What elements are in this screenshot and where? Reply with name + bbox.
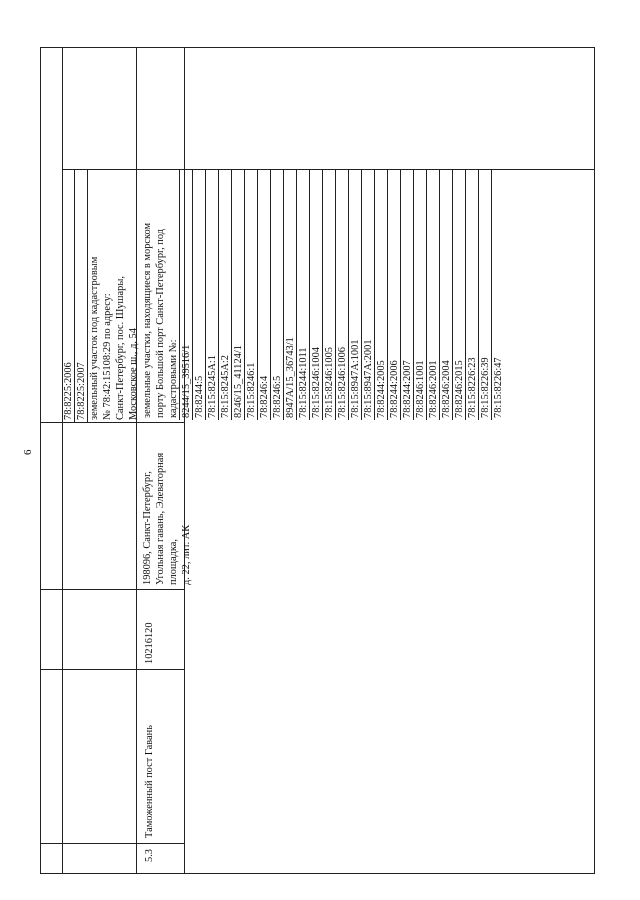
top-code-1: 78:8225:2006 (62, 169, 75, 422)
row-parcels-block (141, 170, 505, 420)
row-address (141, 425, 193, 585)
parcel-18: 78:8244:2007 (401, 170, 414, 420)
parcel-23: 78:15:8226:23 (466, 170, 479, 420)
parcel-5: 8246/15_41124/1 (232, 170, 245, 420)
parcel-13: 78:15:8246:1006 (336, 170, 349, 420)
parcel-12: 78:15:8246:1005 (323, 170, 336, 420)
parcel-14: 78:15:8947A:1001 (349, 170, 362, 420)
parcel-10: 78:15:8244:1011 (297, 170, 310, 420)
top-address-line-4: Московское ш., д. 54 (128, 328, 139, 420)
parcel-11: 78:15:8246:1004 (310, 170, 323, 420)
parcel-2: 78:8244:5 (193, 170, 206, 420)
area-intro-line-2: порту Большой порт Санкт-Петербург, под (155, 228, 166, 418)
top-code-2: 78:8225:2007 (75, 169, 88, 422)
parcel-24: 78:15:8226:39 (479, 170, 492, 420)
row-address-line-4: д. 22, лит. АК (181, 524, 192, 585)
parcel-19: 78:8246:1001 (414, 170, 427, 420)
parcel-9: 8947A/15_36743/1 (284, 170, 297, 420)
row-code: 10216120 (144, 622, 155, 664)
row-name: Таможенный пост Гавань (144, 725, 155, 838)
area-intro-line-1: земельные участки, находящиеся в морском (142, 222, 153, 418)
parcel-20: 78:8246:2001 (427, 170, 440, 420)
top-row-codes (62, 169, 140, 422)
parcel-3: 78:15:8245A:1 (206, 170, 219, 420)
parcel-15: 78:15:8947A:2001 (362, 170, 375, 420)
row-address-line-3: площадка, (168, 539, 179, 585)
parcel-7: 78:8246:4 (258, 170, 271, 420)
parcel-17: 78:8244:2006 (388, 170, 401, 420)
page-number: 6 (22, 449, 34, 455)
row-address-line-2: Угольная гавань, Элеваторная (155, 452, 166, 585)
parcel-25: 78:15:8226:47 (493, 357, 504, 418)
row-number: 5.3 (144, 849, 155, 862)
top-address-line-3: Санкт-Петербург, пос. Шушары, (115, 276, 126, 420)
row-address-line-1: 198096, Санкт-Петербург, (142, 471, 153, 585)
parcel-8: 78:8246:5 (271, 170, 284, 420)
parcel-4: 78:15:8245A:2 (219, 170, 232, 420)
parcel-1: 8244/15_39516/1 (180, 170, 193, 420)
parcel-21: 78:8246:2004 (440, 170, 453, 420)
parcel-16: 78:8244:2005 (375, 170, 388, 420)
parcel-6: 78:15:8246:1 (245, 170, 258, 420)
area-intro-line-3: кадастровыми №: (167, 170, 180, 420)
parcel-22: 78:8246:2015 (453, 170, 466, 420)
top-address-line-2: № 78:42:15108:29 по адресу: (102, 293, 113, 420)
top-address-line-1: земельный участок под кадастровым (89, 256, 100, 420)
